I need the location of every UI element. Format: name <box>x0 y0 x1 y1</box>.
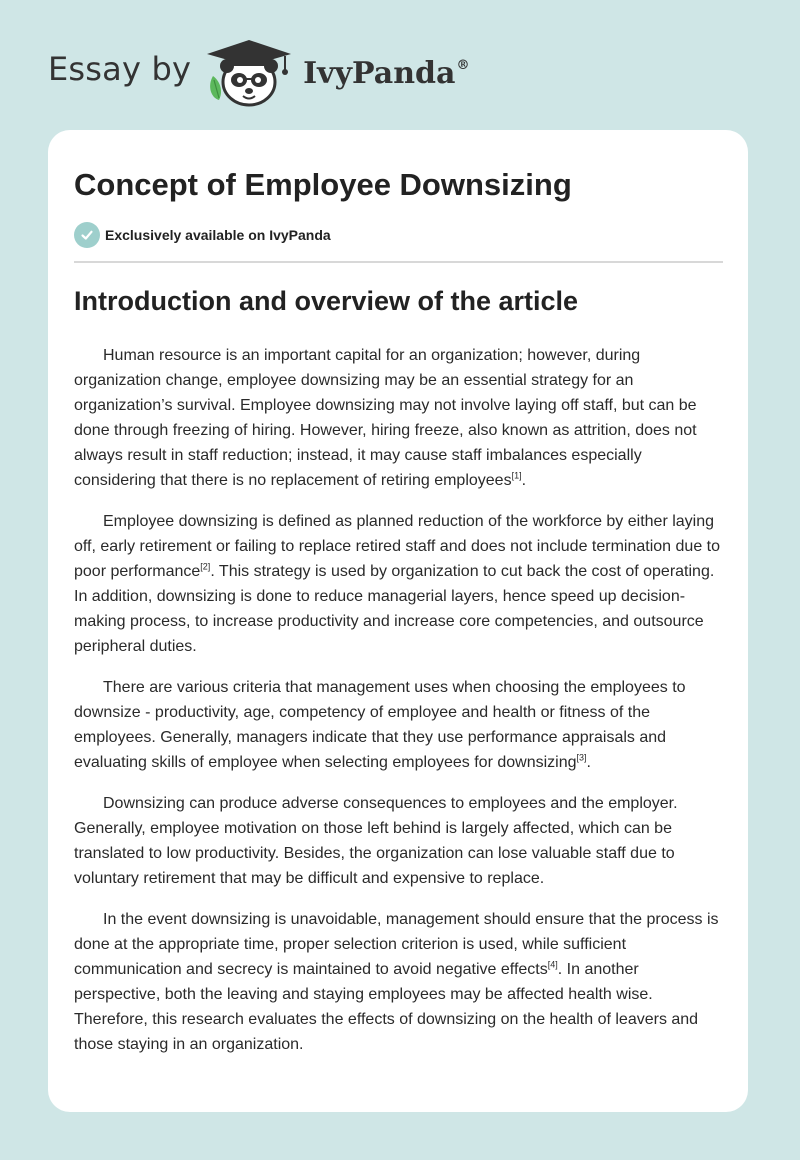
paragraph-1 <box>74 343 726 493</box>
paragraph-text: Human resource is an important capital for an organization; however, during organization change, employee downsizing may be an essential strategy for an organization’s survival. Employee downsizing may not involve laying off staff, but can be done through freezing of hiring. However, hiring freeze, also known as attrition, does not always result in staff reduction; instead, it may cause staff imbalances especially considering that there is no replacement of retiring employees <box>74 347 697 489</box>
article-body <box>74 343 726 1073</box>
brand-text: IvyPanda <box>303 55 456 91</box>
site-header <box>48 36 469 108</box>
citation-link[interactable]: [1] <box>511 470 522 481</box>
paragraph-4 <box>74 791 726 891</box>
paragraph-text: In the event downsizing is unavoidable, management should ensure that the process is done at the appropriate time, proper selection criterion is used, while sufficient communication and secrecy is maintained to avoid negative effects <box>74 911 719 978</box>
check-icon <box>74 222 100 248</box>
paragraph-text: There are various criteria that management uses when choosing the employees to downsize - productivity, age, competency of employee and health or fitness of the employees. Generally, managers indicate that they use performance appraisals and evaluating skills of employee when selecting employees for downsizing <box>74 679 686 771</box>
essay-card <box>48 130 748 1112</box>
paragraph-text: Employee downsizing is defined as planned reduction of the workforce by either laying off, early retirement or failing to replace retired staff and does not include termination due to poor performance <box>74 513 720 580</box>
citation-link[interactable]: [2] <box>200 561 211 572</box>
exclusive-notice <box>74 222 331 248</box>
paragraph-5 <box>74 907 726 1057</box>
essay-by-label: Essay by <box>48 50 192 88</box>
paragraph-2 <box>74 509 726 659</box>
section-heading: Introduction and overview of the article <box>74 286 579 316</box>
brand-name <box>303 56 469 91</box>
paragraph-3 <box>74 675 726 775</box>
paragraph-text: . <box>586 754 591 771</box>
paragraph-text: . This strategy is used by organization to cut back the cost of operating. In addition, downsizing is done to reduce managerial layers, hence speed up decision-making process, to increase productivity and increase core competencies, and outsource peripheral duties. <box>74 563 715 655</box>
trademark-symbol: ® <box>456 57 470 73</box>
paragraph-text: . <box>521 472 527 489</box>
paragraph-text: . In another perspective, both the leaving and staying employees may be affected health wise. Therefore, this research evaluates the effects of downsizing on the health of leavers and those staying in an organization. <box>74 961 699 1053</box>
essay-title: Concept of Employee Downsizing <box>74 167 572 202</box>
panda-logo-icon[interactable] <box>205 36 297 108</box>
citation-link[interactable]: [3] <box>576 752 587 763</box>
citation-link[interactable]: [4] <box>547 959 558 970</box>
exclusive-label: Exclusively available on IvyPanda <box>105 227 331 243</box>
paragraph-text: Downsizing can produce adverse consequences to employees and the employer. Generally, employee motivation on those left behind is largely affected, which can be translated to low productivity. Besides, the organization can lose valuable staff due to voluntary retirement that may be difficult and expensive to replace. <box>74 795 678 887</box>
divider <box>74 261 723 263</box>
